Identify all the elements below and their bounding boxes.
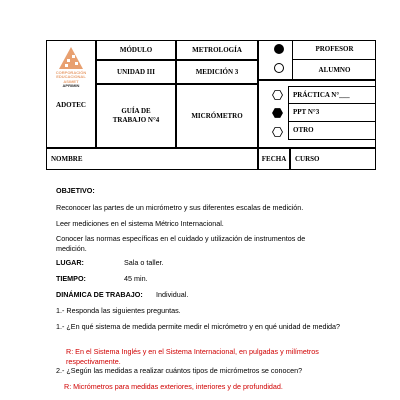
question-2: 2.- ¿Según las medidas a realizar cuántos tipos de micrómetros se conocen? xyxy=(56,366,303,375)
practica-label: PRÁCTICA N°___ xyxy=(288,86,376,104)
modulo-value: METROLOGÍA xyxy=(176,40,258,60)
tiempo-value: 45 min. xyxy=(124,274,148,283)
otro-label: OTRO xyxy=(288,122,376,140)
nombre-label: NOMBRE xyxy=(46,148,258,170)
objetivo-1: Reconocer las partes de un micrómetro y sus diferentes escalas de medición. xyxy=(56,203,304,212)
fecha-label: FECHA xyxy=(258,148,290,170)
alumno-radio[interactable] xyxy=(274,63,284,73)
profesor-radio[interactable] xyxy=(274,44,284,54)
objetivo-label: OBJETIVO: xyxy=(56,186,95,195)
dinamica-value: Individual. xyxy=(156,290,189,299)
tiempo-label: TIEMPO: xyxy=(56,274,86,283)
adotec-label: ADOTEC xyxy=(56,100,86,109)
answer-2: R: Micrómetros para medidas exteriores, interiores y de profundidad. xyxy=(64,382,283,391)
answer-1: R: En el Sistema Inglés y en el Sistema Internacional, en pulgadas y milímetros respectivamente. xyxy=(66,347,319,366)
lugar-value: Sala o taller. xyxy=(124,258,164,267)
unidad-label: UNIDAD III xyxy=(96,60,176,84)
ppt-option-icon[interactable] xyxy=(272,108,283,118)
item-1: 1.- Responda las siguientes preguntas. xyxy=(56,306,181,315)
role-alumno: ALUMNO xyxy=(292,60,376,80)
lugar-label: LUGAR: xyxy=(56,258,84,267)
dinamica-label: DINÁMICA DE TRABAJO: xyxy=(56,290,143,299)
guia-value: MICRÓMETRO xyxy=(176,84,258,148)
otro-option-icon[interactable] xyxy=(272,127,283,137)
logo-cell xyxy=(46,40,96,148)
guia-label: GUÍA DE TRABAJO N°4 xyxy=(96,84,176,148)
objetivo-3: Conocer las normas específicas en el cuidado y utilización de instrumentos de medición. xyxy=(56,234,306,253)
unidad-value: MEDICIÓN 3 xyxy=(176,60,258,84)
role-profesor: PROFESOR xyxy=(292,40,376,60)
objetivo-2: Leer mediciones en el sistema Métrico Internacional. xyxy=(56,219,224,228)
logo-text: CORPORACIÓN EDUCACIONAL ASIMET APRIMIN xyxy=(55,70,87,89)
corporation-logo-icon xyxy=(57,45,85,71)
question-1: 1.- ¿En qué sistema de medida permite medir el micrómetro y en qué unidad de medida? xyxy=(56,322,341,331)
modulo-label: MÓDULO xyxy=(96,40,176,60)
ppt-label: PPT N°3 xyxy=(288,104,376,122)
curso-label: CURSO xyxy=(290,148,376,170)
practica-option-icon[interactable] xyxy=(272,90,283,100)
